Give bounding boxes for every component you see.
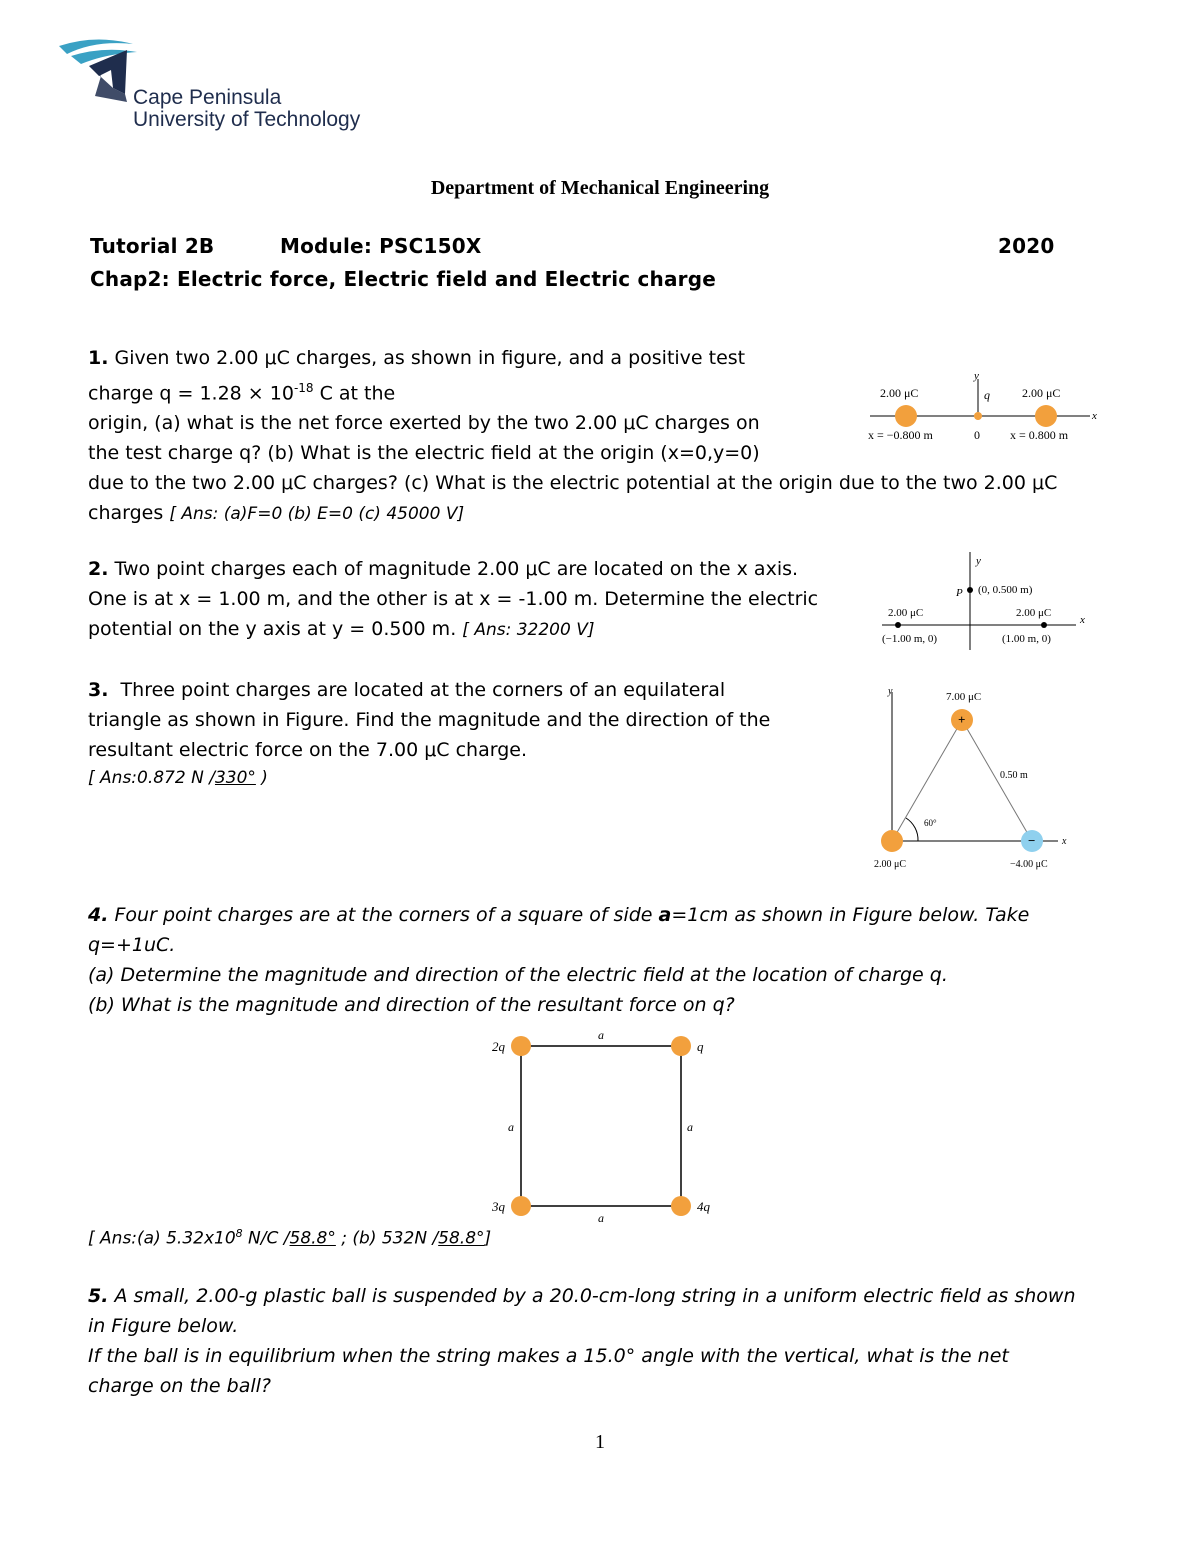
q3-number: 3.: [88, 679, 109, 701]
page-number: 1: [595, 1431, 605, 1453]
q1-exponent: -18: [293, 381, 314, 395]
chapter-title: Chap2: Electric force, Electric field and Electric charge: [90, 267, 716, 291]
q1-line2b: C at the: [313, 382, 396, 405]
q1-number: 1.: [88, 347, 109, 369]
q4-line2: q=+1uC.: [88, 934, 176, 956]
q3-figure: [866, 680, 1076, 875]
module-label: Module: PSC150X: [280, 234, 482, 258]
question-5: [88, 1281, 1075, 1401]
q4-fig-tl: 2q: [492, 1039, 505, 1054]
q2-line1: Two point charges each of magnitude 2.00 μC are located on the x axis.: [114, 558, 799, 580]
q4-charge-3q: [511, 1196, 531, 1216]
q3-line1: Three point charges are located at the corners of an equilateral: [120, 679, 726, 701]
q4-fig-left: a: [508, 1120, 514, 1134]
q4-line1c: =1cm as shown in Figure below. Take: [671, 904, 1030, 926]
q2-answer: [ Ans: 32200 V]: [462, 620, 595, 640]
q1-line2: charge q = 1.28 × 10: [88, 382, 294, 405]
q4-line4: (b) What is the magnitude and direction of the resultant force on q?: [88, 994, 735, 1016]
question-4: [88, 900, 1029, 1020]
q4-figure: [480, 1025, 730, 1230]
q4-fig-right: a: [687, 1120, 693, 1134]
q4-charge-q: [671, 1036, 691, 1056]
q5-number: 5.: [88, 1285, 109, 1307]
q4-answer-d: ; (b) 532N /: [335, 1228, 439, 1249]
q4-answer: [88, 1227, 491, 1249]
q4-fig-bottom: a: [598, 1211, 604, 1225]
logo-line2: University of Technology: [133, 108, 361, 131]
q2-line3: potential on the y axis at y = 0.500 m.: [88, 618, 457, 640]
q1-fig-x: x: [1092, 410, 1097, 422]
plus-icon: +: [958, 712, 966, 727]
q5-line2: in Figure below.: [88, 1315, 239, 1337]
q1-line6: charges: [88, 502, 164, 525]
q2-fig-x: x: [1080, 614, 1085, 626]
q5-line3: If the ball is in equilibrium when the string makes a 15.0° angle with the vertical, what is the net: [88, 1345, 1009, 1367]
q1-line3: origin, (a) what is the net force exerted by the two 2.00 μC charges on: [88, 412, 760, 435]
q2-number: 2.: [88, 558, 109, 580]
q2-fig-p: P: [956, 587, 963, 599]
q5-line4: charge on the ball?: [88, 1375, 272, 1397]
q1-left-charge: [895, 405, 917, 427]
q3-fig-y: y: [888, 686, 893, 697]
q2-fig-right-pos: (1.00 m, 0): [1002, 633, 1051, 645]
q4-answer-end: ]: [484, 1228, 492, 1249]
q1-figure: [862, 365, 1102, 450]
department-title: Department of Mechanical Engineering: [430, 177, 770, 199]
q1-line4: the test charge q? (b) What is the electric field at the origin (x=0,y=0): [88, 442, 760, 465]
q2-fig-p-coord: (0, 0.500 m): [978, 584, 1033, 596]
q1-fig-right-charge: 2.00 μC: [1022, 386, 1061, 400]
q1-fig-left-pos: x = −0.800 m: [868, 428, 933, 442]
q2-fig-y: y: [976, 555, 981, 567]
q4-line3: (a) Determine the magnitude and direction of the electric field at the location of charge q.: [88, 964, 948, 986]
q1-fig-y: y: [974, 370, 979, 382]
q3-fig-angle: 60°: [924, 818, 937, 828]
q4-charge-4q: [671, 1196, 691, 1216]
q1-fig-left-charge: 2.00 μC: [880, 386, 919, 400]
q2-fig-right-charge: 2.00 μC: [1016, 607, 1052, 619]
q3-fig-top-charge: 7.00 μC: [946, 691, 982, 703]
q5-line1: A small, 2.00-g plastic ball is suspended by a 20.0-cm-long string in a uniform electric field as shown: [114, 1285, 1076, 1307]
q4-fig-tr: q: [697, 1039, 704, 1054]
year-label: 2020: [998, 234, 1055, 258]
minus-icon: −: [1028, 833, 1036, 848]
q1-fig-right-pos: x = 0.800 m: [1010, 428, 1069, 442]
q2-fig-left-pos: (−1.00 m, 0): [882, 633, 938, 645]
tutorial-label: Tutorial 2B: [90, 234, 215, 258]
q3-fig-left-charge: 2.00 μC: [874, 859, 907, 870]
q4-answer-exp: 8: [235, 1227, 243, 1240]
q4-answer-b: N/C /: [242, 1228, 290, 1249]
q2-left-charge: [895, 622, 901, 628]
logo-line1: Cape Peninsula: [133, 86, 282, 109]
question-3: [88, 675, 770, 791]
q3-answer-angle: 330°: [214, 768, 256, 788]
q2-figure: [876, 550, 1096, 650]
q2-line2: One is at x = 1.00 m, and the other is at x = -1.00 m. Determine the electric: [88, 588, 819, 610]
q4-answer-a: [ Ans:(a) 5.32x10: [88, 1228, 236, 1249]
q4-side-symbol: a: [658, 904, 672, 926]
q1-test-charge: [974, 412, 982, 420]
q3-fig-x: x: [1062, 836, 1067, 847]
q1-fig-origin: 0: [974, 428, 980, 442]
q3-left-charge: [881, 830, 903, 852]
q1-line5: due to the two 2.00 μC charges? (c) What is the electric potential at the origin due to the two 2.00 μC: [88, 472, 1058, 495]
question-2: [88, 554, 818, 645]
q3-line2: triangle as shown in Figure. Find the magnitude and the direction of the: [88, 709, 771, 731]
q4-number: 4.: [88, 904, 109, 926]
q3-answer: [ Ans:0.872 N /: [88, 768, 215, 788]
q4-charge-2q: [511, 1036, 531, 1056]
q4-fig-bl: 3q: [492, 1199, 505, 1214]
q1-right-charge: [1035, 405, 1057, 427]
q3-line3: resultant electric force on the 7.00 μC charge.: [88, 739, 528, 761]
q3-fig-side: 0.50 m: [1000, 770, 1028, 781]
q2-fig-left-charge: 2.00 μC: [888, 607, 924, 619]
q1-answer: [ Ans: (a)F=0 (b) E=0 (c) 45000 V]: [169, 504, 465, 525]
q4-fig-top: a: [598, 1028, 604, 1042]
q4-answer-angle-b: 58.8°: [438, 1228, 485, 1249]
q4-answer-angle-a: 58.8°: [289, 1228, 336, 1249]
q1-line1: Given two 2.00 μC charges, as shown in figure, and a positive test: [114, 347, 746, 369]
q3-fig-right-charge: −4.00 μC: [1010, 859, 1048, 870]
q1-fig-q: q: [984, 388, 990, 402]
q4-line1: Four point charges are at the corners of a square of side: [114, 904, 659, 926]
q2-point-p: [967, 587, 973, 593]
cput-logo-icon: [55, 36, 145, 108]
q4-fig-br: 4q: [697, 1199, 710, 1214]
q3-answer-end: ): [255, 768, 268, 788]
q2-right-charge: [1041, 622, 1047, 628]
